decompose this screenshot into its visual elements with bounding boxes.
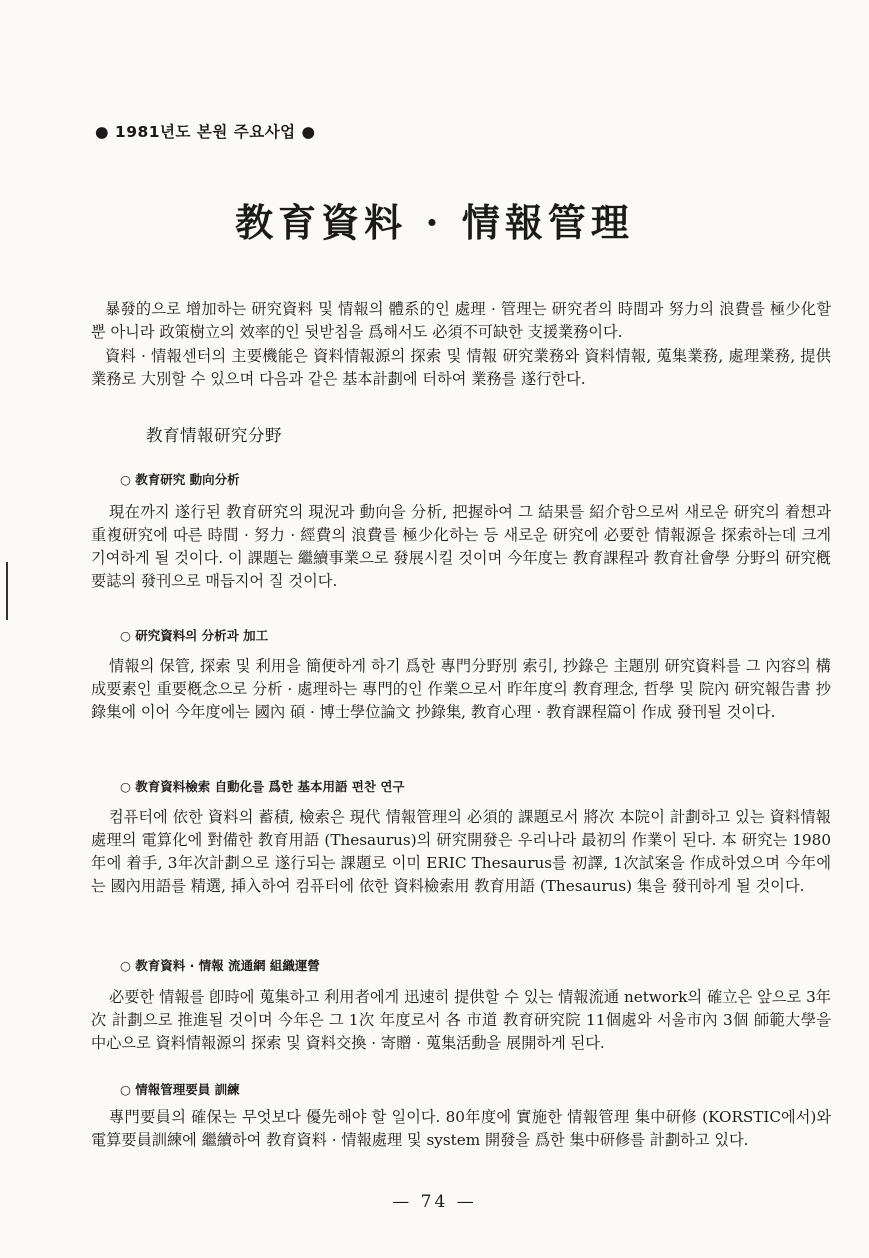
intro-paragraph-1: 暴發的으로 增加하는 研究資料 및 情報의 體系的인 處理 · 管理는 研究者의 時間과 努力의 浪費를 極少化할 뿐 아니라 政策樹立의 效率的인 뒷받침을 爲해서도 必須不可缺한 支援業務이다. (91, 300, 831, 341)
page-header: ● 1981년도 본원 주요사업 ● (95, 123, 316, 141)
subsection-heading-5: ○ 情報管理要員 訓練 (120, 1082, 240, 1097)
margin-line (6, 562, 8, 620)
subsection-heading-4: ○ 教育資料 · 情報 流通網 組織運營 (120, 958, 320, 973)
page-number: — 74 — (392, 1192, 477, 1212)
subsection-heading-1: ○ 教育研究 動向分析 (120, 472, 240, 487)
subsection-body-2: 情報의 保管, 探索 및 利用을 簡便하게 하기 爲한 專門分野別 索引, 抄錄은 主題別 研究資料를 그 內容의 構成要素인 重要槪念으로 分析 · 處理하는 專門的인 作業으로서 昨年度의 教育理念, 哲學 및 院內 研究報告書 抄錄集에 이어 今年度에는 國內 碩 · 博士學位論文 抄錄集, 教育心理 · 教育課程篇이 作成 發刊될 것이다. (91, 657, 831, 721)
subsection-heading-3: ○ 教育資料檢索 自動化를 爲한 基本用語 편찬 연구 (120, 779, 405, 794)
subsection-body-1: 現在까지 遂行된 教育研究의 現況과 動向을 分析, 把握하여 그 結果를 紹介함으로써 새로운 研究의 着想과 重複研究에 따른 時間 · 努力 · 經費의 浪費를 極少化하는 등 새로운 研究에 必要한 情報源을 探索하는데 크게 기여하게 될 것이다. 이 課題는 繼續事業으로 發展시킬 것이며 今年度는 教育課程과 教育社會學 分野의 研究槪要誌의 發刊으로 매듭지어 질 것이다. (91, 503, 831, 590)
section-title: 教育情報研究分野 (146, 426, 282, 445)
subsection-body-5: 專門要員의 確保는 무엇보다 優先해야 할 일이다. 80年度에 實施한 情報管理 集中研修 (KORSTIC에서)와 電算要員訓練에 繼續하여 教育資料 · 情報處理 및 system 開發을 爲한 集中研修를 計劃하고 있다. (91, 1108, 831, 1149)
subsection-body-3: 컴퓨터에 依한 資料의 蓄積, 檢索은 現代 情報管理의 必須的 課題로서 將次 本院이 計劃하고 있는 資料情報處理의 電算化에 對備한 教育用語 (Thesaurus)의 研究開發은 우리나라 最初의 作業이 된다. 本 研究는 1980年에 着手, 3年次計劃으로 遂行되는 課題로 이미 ERIC Thesaurus를 初譯, 1次試案을 作成하였으며 今年에는 國內用語를 精選, 挿入하여 컴퓨터에 依한 資料檢索用 教育用語 (Thesaurus) 集을 發刊하게 될 것이다. (91, 808, 831, 895)
subsection-body-4: 必要한 情報를 卽時에 蒐集하고 利用者에게 迅速히 提供할 수 있는 情報流通 network의 確立은 앞으로 3年次 計劃으로 推進될 것이며 今年은 그 1次 年度로서 各 市道 教育研究院 11個處와 서울市內 3個 師範大學을 中心으로 資料情報源의 探索 및 資料交換 · 寄贈 · 蒐集活動을 展開하게 된다. (91, 988, 831, 1052)
page-title: 教育資料 · 情報管理 (235, 200, 634, 245)
subsection-heading-2: ○ 研究資料의 分析과 加工 (120, 628, 269, 643)
intro-paragraph-2: 資料 · 情報센터의 主要機能은 資料情報源의 探索 및 情報 研究業務와 資料情報, 蒐集業務, 處理業務, 提供業務로 大別할 수 있으며 다음과 같은 基本計劃에 터하여 業務를 遂行한다. (91, 347, 831, 388)
